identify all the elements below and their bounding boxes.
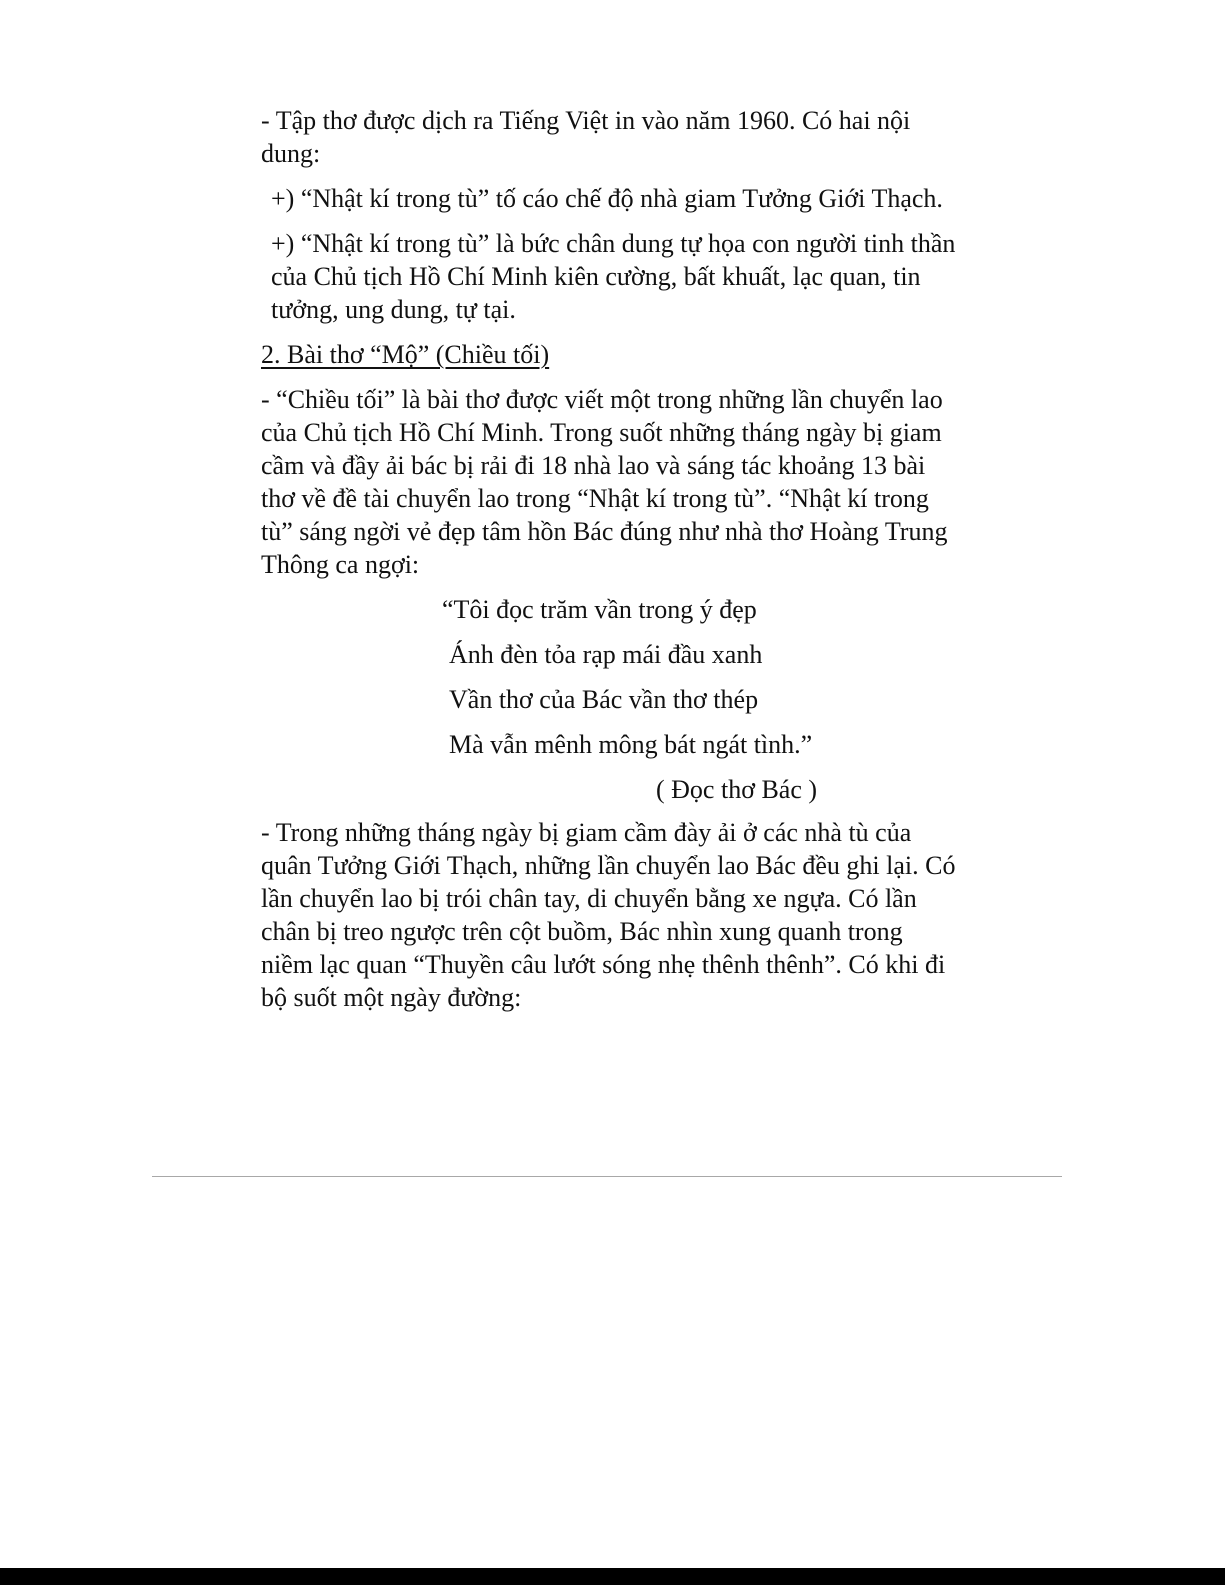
poem-source: ( Đọc thơ Bác ) <box>656 775 818 804</box>
content-point-2: +) “Nhật kí trong tù” là bức chân dung tự họa con người tinh thần của Chủ tịch Hồ Chí Minh kiên cường, bất khuất, lạc quan, tin tưởng, ung dung, tự tại. <box>271 229 956 324</box>
section-paragraph-1: - “Chiều tối” là bài thơ được viết một trong những lần chuyển lao của Chủ tịch Hồ Chí Minh. Trong suốt những tháng ngày bị giam cầm và đầy ải bác bị rải đi 18 nhà lao và sáng tác khoảng 13 bài thơ về đề tài chuyển lao trong “Nhật kí trong tù”. “Nhật kí trong tù” sáng ngời vẻ đẹp tâm hồn Bác đúng như nhà thơ Hoàng Trung Thông ca ngợi: <box>261 385 948 579</box>
page-divider <box>152 1176 1062 1177</box>
poem-quote <box>261 593 961 818</box>
section-heading: 2. Bài thơ “Mộ” (Chiều tối) <box>261 340 550 369</box>
bottom-edge-bar <box>0 1568 1225 1585</box>
poem-line: Vần thơ của Bác vần thơ thép <box>449 685 759 714</box>
poem-line: Ánh đèn tỏa rạp mái đầu xanh <box>449 640 763 669</box>
poem-line: “Tôi đọc trăm vần trong ý đẹp <box>442 595 757 624</box>
intro-paragraph: - Tập thơ được dịch ra Tiếng Việt in vào năm 1960. Có hai nội dung: <box>261 106 911 168</box>
poem-line: Mà vẫn mênh mông bát ngát tình.” <box>449 730 813 759</box>
content-point-1: +) “Nhật kí trong tù” tố cáo chế độ nhà giam Tưởng Giới Thạch. <box>271 184 943 213</box>
document-body <box>261 104 961 1026</box>
section-paragraph-2: - Trong những tháng ngày bị giam cầm đày ải ở các nhà tù của quân Tưởng Giới Thạch, những lần chuyển lao Bác đều ghi lại. Có lần chuyển lao bị trói chân tay, di chuyển bằng xe ngựa. Có lần chân bị treo ngược trên cột buồm, Bác nhìn xung quanh trong niềm lạc quan “Thuyền câu lướt sóng nhẹ thênh thênh”. Có khi đi bộ suốt một ngày đường: <box>261 818 956 1012</box>
